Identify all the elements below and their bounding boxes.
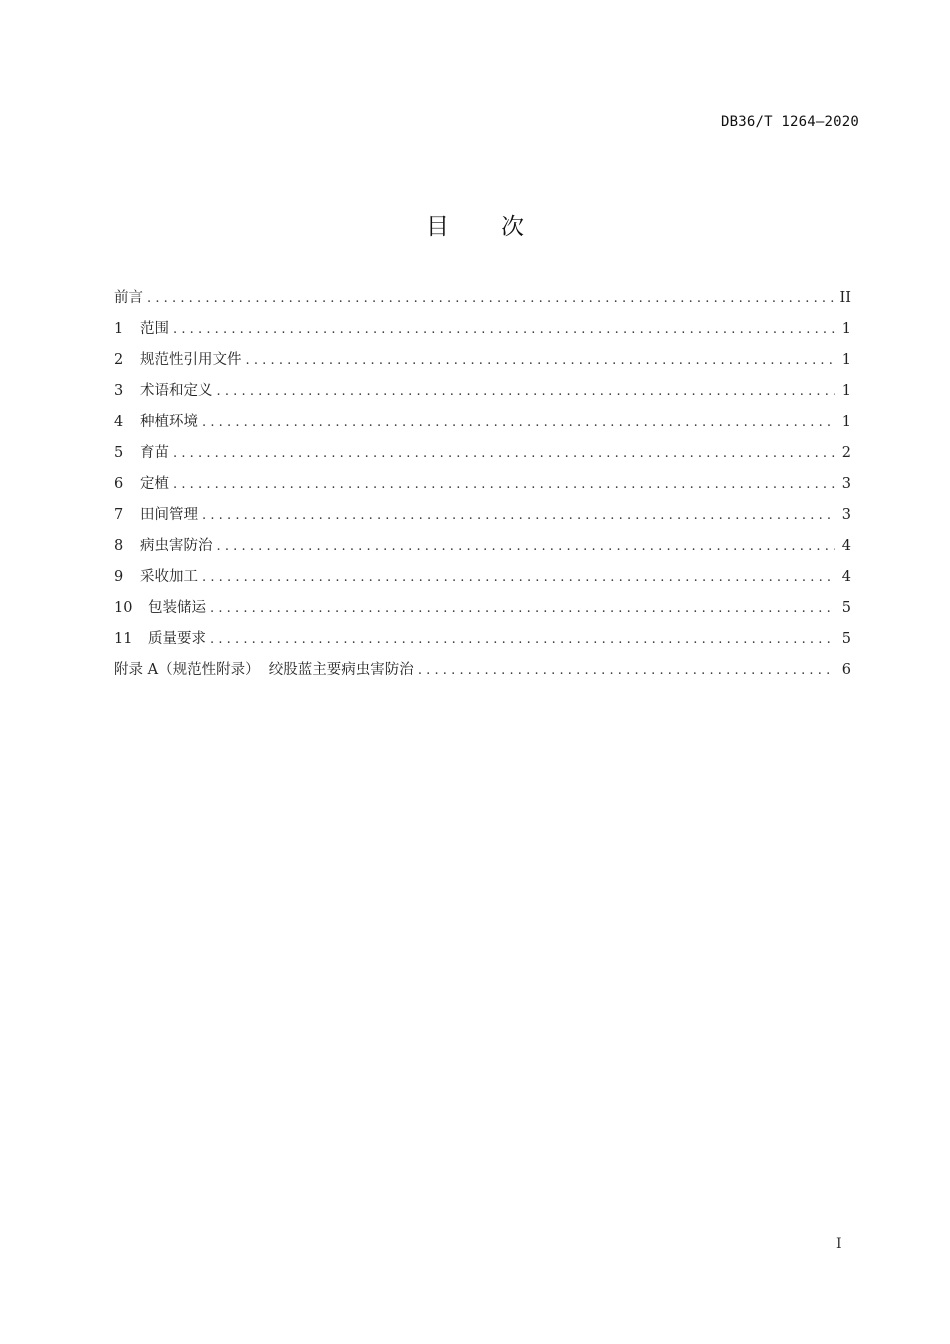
page-title xyxy=(0,208,950,241)
toc-dot-leader xyxy=(210,601,835,616)
toc-entry-page: 5 xyxy=(841,600,851,616)
toc-entry-label: 规范性引用文件 xyxy=(140,352,242,368)
toc-entry-label: 附录 A（规范性附录） 绞股蓝主要病虫害防治 xyxy=(114,662,414,678)
toc-entry-label: 种植环境 xyxy=(140,414,198,430)
toc-dot-leader xyxy=(418,663,835,678)
toc-entry-label: 采收加工 xyxy=(140,569,198,585)
toc-entry-page: 5 xyxy=(841,631,851,647)
title-char-1: 目 xyxy=(426,214,449,240)
toc-dot-leader xyxy=(246,353,836,368)
toc-entry-9[interactable] xyxy=(114,565,851,596)
toc-dot-leader xyxy=(217,539,836,554)
toc-dot-leader xyxy=(147,291,834,306)
toc-entry-2[interactable] xyxy=(114,348,851,379)
toc-dot-leader xyxy=(202,570,835,585)
toc-entry-page: 3 xyxy=(841,476,851,492)
toc-entry-10[interactable] xyxy=(114,596,851,627)
toc-entry-appendix-a[interactable] xyxy=(114,658,851,689)
toc-entry-8[interactable] xyxy=(114,534,851,565)
toc-entry-page: 6 xyxy=(841,662,851,678)
toc-entry-number: 5 xyxy=(114,445,124,461)
toc-entry-label: 田间管理 xyxy=(140,507,198,523)
toc-entry-page: 3 xyxy=(841,507,851,523)
toc-dot-leader xyxy=(202,415,835,430)
toc-entry-number: 10 xyxy=(114,600,133,616)
toc-dot-leader xyxy=(202,508,835,523)
toc-entry-foreword[interactable] xyxy=(114,286,851,317)
table-of-contents xyxy=(114,286,851,689)
toc-entry-4[interactable] xyxy=(114,410,851,441)
toc-entry-6[interactable] xyxy=(114,472,851,503)
toc-entry-5[interactable] xyxy=(114,441,851,472)
toc-entry-number: 3 xyxy=(114,383,124,399)
toc-dot-leader xyxy=(210,632,835,647)
toc-entry-number: 11 xyxy=(114,631,133,647)
page-number: I xyxy=(836,1236,842,1252)
toc-entry-label: 包装储运 xyxy=(148,600,206,616)
toc-entry-page: 1 xyxy=(841,352,851,368)
toc-entry-page: II xyxy=(839,290,851,306)
toc-entry-number: 9 xyxy=(114,569,124,585)
toc-entry-11[interactable] xyxy=(114,627,851,658)
title-char-2: 次 xyxy=(501,214,524,240)
toc-entry-number: 8 xyxy=(114,538,124,554)
toc-entry-label: 前言 xyxy=(114,290,143,306)
toc-entry-label: 病虫害防治 xyxy=(140,538,213,554)
toc-entry-3[interactable] xyxy=(114,379,851,410)
toc-entry-label: 定植 xyxy=(140,476,169,492)
toc-entry-number: 2 xyxy=(114,352,124,368)
toc-entry-label: 育苗 xyxy=(140,445,169,461)
toc-entry-label: 范围 xyxy=(140,321,169,337)
toc-entry-number: 7 xyxy=(114,507,124,523)
toc-entry-page: 1 xyxy=(841,414,851,430)
toc-entry-label: 质量要求 xyxy=(148,631,206,647)
toc-entry-1[interactable] xyxy=(114,317,851,348)
toc-entry-page: 4 xyxy=(841,538,851,554)
standard-code: DB36/T 1264—2020 xyxy=(720,114,859,130)
toc-entry-number: 6 xyxy=(114,476,124,492)
toc-entry-page: 2 xyxy=(841,445,851,461)
toc-entry-page: 1 xyxy=(841,321,851,337)
toc-entry-7[interactable] xyxy=(114,503,851,534)
toc-entry-label: 术语和定义 xyxy=(140,383,213,399)
toc-entry-page: 4 xyxy=(841,569,851,585)
toc-dot-leader xyxy=(173,322,835,337)
toc-dot-leader xyxy=(173,446,835,461)
toc-entry-number: 1 xyxy=(114,321,124,337)
toc-entry-page: 1 xyxy=(841,383,851,399)
toc-dot-leader xyxy=(217,384,836,399)
toc-dot-leader xyxy=(173,477,835,492)
toc-entry-number: 4 xyxy=(114,414,124,430)
